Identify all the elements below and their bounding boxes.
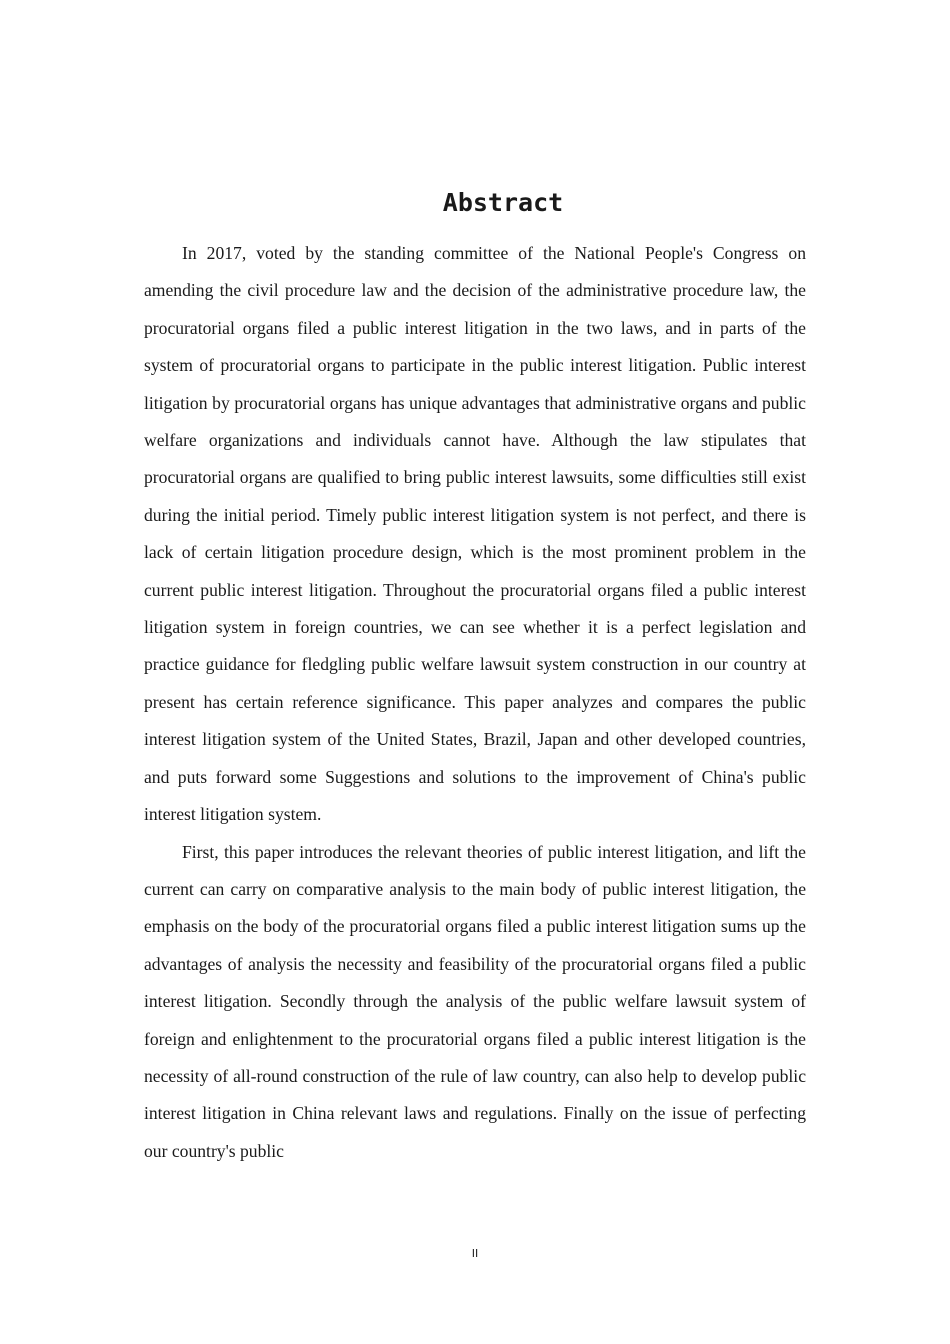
abstract-body	[144, 235, 806, 1170]
page-number: II	[471, 1247, 479, 1260]
abstract-paragraph-1: In 2017, voted by the standing committee of the National People's Congress on amending the civil procedure law and the decision of the administrative procedure law, the procuratorial organs filed a public interest litigation in the two laws, and in parts of the system of procuratorial organs to participate in the public interest litigation. Public interest litigation by procuratorial organs has unique advantages that administrative organs and public welfare organizations and individuals cannot have. Although the law stipulates that procuratorial organs are qualified to bring public interest lawsuits, some difficulties still exist during the initial period. Timely public interest litigation system is not perfect, and there is lack of certain litigation procedure design, which is the most prominent problem in the current public interest litigation. Throughout the procuratorial organs filed a public interest litigation system in foreign countries, we can see whether it is a perfect legislation and practice guidance for fledgling public welfare lawsuit system construction in our country at present has certain reference significance. This paper analyzes and compares the public interest litigation system of the United States, Brazil, Japan and other developed countries, and puts forward some Suggestions and solutions to the improvement of China's public interest litigation system.	[144, 243, 806, 825]
abstract-title: Abstract	[442, 188, 564, 217]
abstract-paragraph-2: First, this paper introduces the relevant theories of public interest litigation, and lift the current can carry on comparative analysis to the main body of public interest litigation, the emphasis on the body of the procuratorial organs filed a public interest litigation sums up the advantages of analysis the necessity and feasibility of the procuratorial organs filed a public interest litigation. Secondly through the analysis of the public welfare lawsuit system of foreign and enlightenment to the procuratorial organs filed a public interest litigation is the necessity of all-round construction of the rule of law country, can also help to develop public interest litigation in China relevant laws and regulations. Finally on the issue of perfecting our country's public	[144, 841, 806, 1161]
